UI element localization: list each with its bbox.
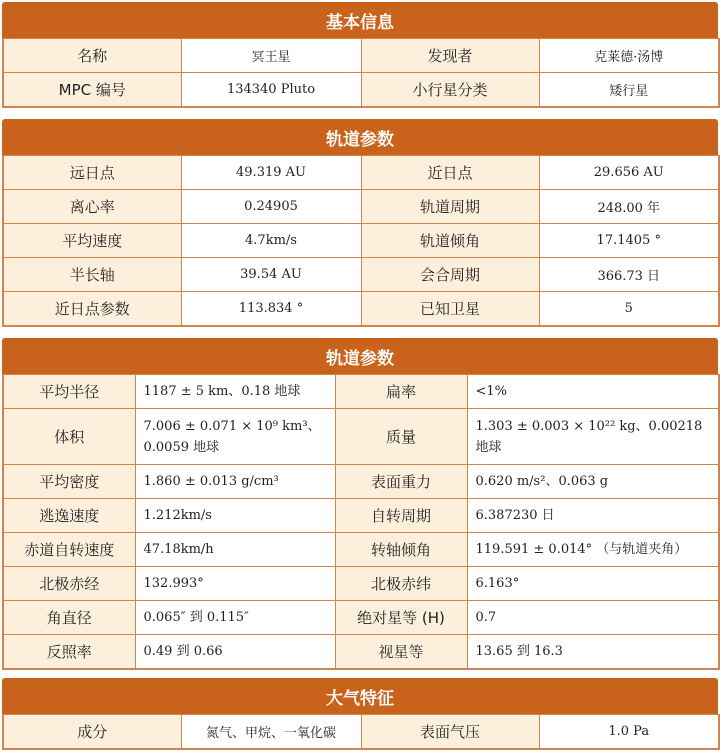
field-label: 表面重力 [335,465,467,499]
field-value: 7.006 ± 0.071 × 10⁹ km³、0.0059 地球 [135,409,335,465]
field-value: 113.834 ° [181,292,361,326]
field-label: 转轴倾角 [335,533,467,567]
field-label: 逃逸速度 [3,499,135,533]
field-value: 13.65 到 16.3 [467,635,719,669]
table-row [3,715,719,749]
field-value: 132.993° [135,567,335,601]
field-label: 远日点 [3,156,181,190]
section-header: 基本信息 [2,2,718,38]
table-row [3,258,719,292]
field-value: 17.1405 ° [539,224,719,258]
section-header: 大气特征 [2,678,718,714]
field-label: 平均速度 [3,224,181,258]
field-value: 冥王星 [181,39,361,73]
field-label: 绝对星等 (H) [335,601,467,635]
field-label: 离心率 [3,190,181,224]
field-label: 反照率 [3,635,135,669]
field-value: 氮气、甲烷、一氧化碳 [181,715,361,749]
field-label: 扁率 [335,375,467,409]
field-label: 近日点 [361,156,539,190]
field-label: 质量 [335,409,467,465]
field-label: 轨道倾角 [361,224,539,258]
field-value: 矮行星 [539,73,719,107]
field-value: 1187 ± 5 km、0.18 地球 [135,375,335,409]
section-header: 轨道参数 [2,119,718,155]
field-label: 平均半径 [3,375,135,409]
field-label: 半长轴 [3,258,181,292]
field-value: 119.591 ± 0.014° （与轨道夹角） [467,533,719,567]
field-value: 0.49 到 0.66 [135,635,335,669]
table-row [3,499,719,533]
table-row [3,635,719,669]
atmosphere-table [2,714,720,750]
field-value: 6.387230 日 [467,499,719,533]
field-value: 1.303 ± 0.003 × 10²² kg、0.00218 地球 [467,409,719,465]
table-row [3,224,719,258]
table-row [3,567,719,601]
field-value: 1.212km/s [135,499,335,533]
field-label: 赤道自转速度 [3,533,135,567]
field-label: 已知卫星 [361,292,539,326]
table-row [3,533,719,567]
field-label: 角直径 [3,601,135,635]
field-value: 366.73 日 [539,258,719,292]
field-value: 248.00 年 [539,190,719,224]
field-value: 克莱德·汤博 [539,39,719,73]
field-value: 1.0 Pa [539,715,719,749]
basic-info-section [2,2,718,108]
field-label: 体积 [3,409,135,465]
field-label: 会合周期 [361,258,539,292]
field-label: 名称 [3,39,181,73]
table-row [3,292,719,326]
field-label: 表面气压 [361,715,539,749]
field-value: 5 [539,292,719,326]
physical-table [2,374,720,670]
field-label: 近日点参数 [3,292,181,326]
field-value: 39.54 AU [181,258,361,292]
field-value: 0.065″ 到 0.115″ [135,601,335,635]
field-label: 发现者 [361,39,539,73]
field-value: 4.7km/s [181,224,361,258]
orbit-section [2,119,718,327]
field-label: 平均密度 [3,465,135,499]
field-label: 成分 [3,715,181,749]
section-header: 轨道参数 [2,338,718,374]
orbit-table [2,155,720,327]
physical-section [2,338,718,670]
basic-info-table [2,38,720,108]
field-label: 轨道周期 [361,190,539,224]
table-row [3,39,719,73]
field-label: 北极赤纬 [335,567,467,601]
field-label: MPC 编号 [3,73,181,107]
table-row [3,156,719,190]
atmosphere-section [2,678,718,750]
table-row [3,375,719,409]
field-value: 49.319 AU [181,156,361,190]
field-value: 6.163° [467,567,719,601]
field-label: 小行星分类 [361,73,539,107]
field-value: 1.860 ± 0.013 g/cm³ [135,465,335,499]
field-value: 0.24905 [181,190,361,224]
field-value: 134340 Pluto [181,73,361,107]
table-row [3,73,719,107]
field-value: 47.18km/h [135,533,335,567]
table-row [3,190,719,224]
table-row [3,601,719,635]
field-value: <1% [467,375,719,409]
table-row [3,465,719,499]
field-value: 29.656 AU [539,156,719,190]
field-label: 自转周期 [335,499,467,533]
field-value: 0.7 [467,601,719,635]
field-label: 视星等 [335,635,467,669]
field-value: 0.620 m/s²、0.063 g [467,465,719,499]
table-row [3,409,719,465]
field-label: 北极赤经 [3,567,135,601]
